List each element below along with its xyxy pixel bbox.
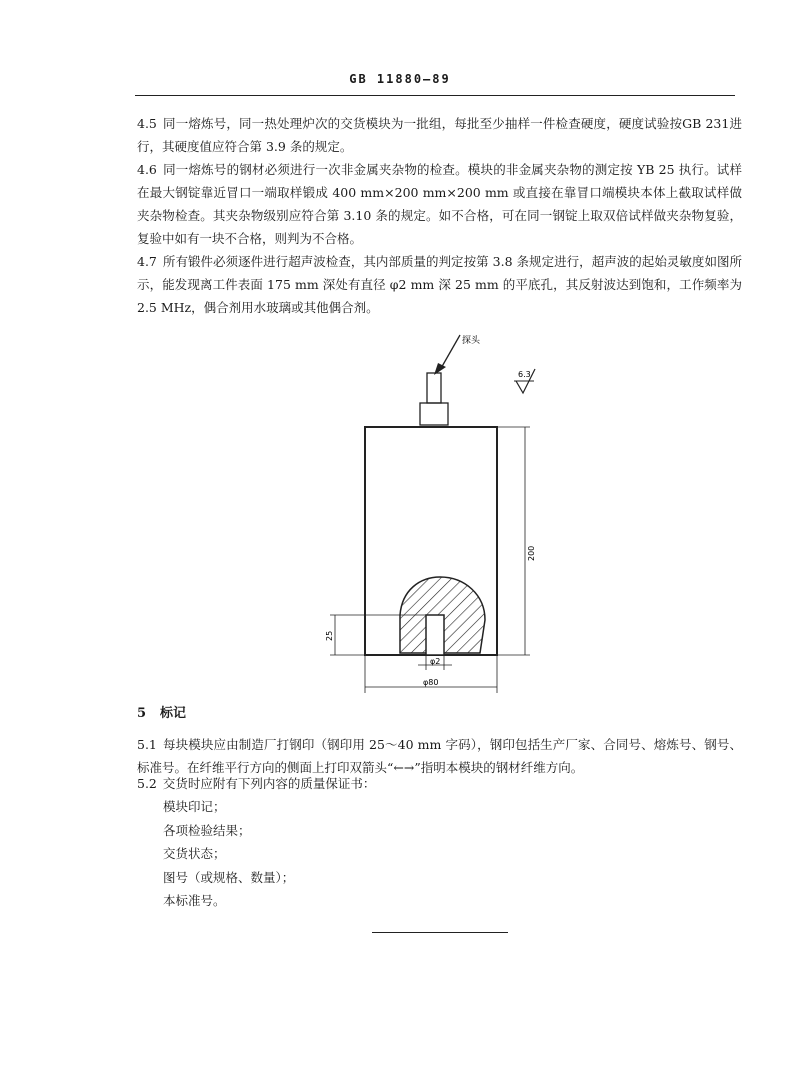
ultrasonic-test-diagram: [320, 325, 560, 705]
clause-text: 同一熔炼号，同一热处理炉次的交货模块为一批组，每批至少抽样一件检查硬度，硬度试验按GB 231进行，其硬度值应符合第 3.9 条的规定。: [137, 116, 742, 154]
hole-diameter-dimension: φ2: [430, 657, 441, 666]
clause-text: 每块模块应由制造厂打钢印（钢印用 25～40 mm 字码），钢印包括生产厂家、合同号、熔炼号、钢号、标准号。在纤维平行方向的侧面上打印双箭头“←→”指明本模块的钢材纤维方向。: [137, 737, 742, 775]
clause-text: 同一熔炼号的钢材必须进行一次非金属夹杂物的检查。模块的非金属夹杂物的测定按 YB 25 执行。试样在最大钢锭靠近冒口一端取样锻成 400 mm×200 mm×200 mm 或直接在靠冒口端模块本体上截取试样做夹杂物检查。其夹杂物级别应符合第 3.10 条的规定。如不合格，可在同一钢锭上取双倍试样做夹杂物复验，复验中如有一块不合格，则判为不合格。: [137, 162, 742, 246]
height-dimension: 200: [527, 545, 536, 561]
clause-number: 5.2: [137, 776, 157, 791]
clause-number: 4.6: [137, 162, 157, 177]
section-5-heading: [137, 702, 200, 721]
section-title-text: 标记: [160, 706, 187, 721]
roughness-value: 6.3: [518, 370, 531, 379]
page-header: GB 11880—89: [349, 72, 451, 86]
section-4-7: [137, 250, 742, 319]
list-item: 模块印记；: [163, 799, 226, 814]
certificate-items: [163, 795, 294, 913]
clause-number: 4.5: [137, 116, 157, 131]
section-4-5: [137, 112, 742, 158]
clause-text: 所有锻件必须逐件进行超声波检查，其内部质量的判定按第 3.8 条规定进行，超声波的起始灵敏度如图所示，能发现离工件表面 175 mm 深处有直径 φ2 mm 深 25 mm 的平底孔，其反射波达到饱和，工作频率为 2.5 MHz，偶合剂用水玻璃或其他偶合剂。: [137, 254, 742, 315]
end-rule: [372, 932, 508, 933]
section-5-2: [137, 772, 742, 795]
header-rule: [135, 95, 735, 96]
list-item: 交货状态；: [163, 846, 226, 861]
probe-arrow: [440, 335, 460, 370]
clause-text: 交货时应附有下列内容的质量保证书：: [162, 776, 376, 791]
section-4-6: [137, 158, 742, 250]
probe-base: [420, 403, 448, 425]
hole-depth-dimension: 25: [325, 630, 334, 641]
probe-body: [427, 373, 441, 403]
list-item: 图号（或规格、数量）；: [163, 869, 295, 885]
probe-label: 探头: [462, 336, 481, 346]
list-item: 各项检验结果；: [163, 822, 251, 838]
clause-number: 4.7: [137, 254, 157, 269]
list-item: 本标准号。: [163, 893, 226, 908]
clause-number: 5.1: [137, 737, 157, 752]
flat-bottom-hole: [426, 615, 444, 655]
section-number: 5: [137, 706, 147, 721]
width-dimension: φ80: [423, 678, 439, 687]
